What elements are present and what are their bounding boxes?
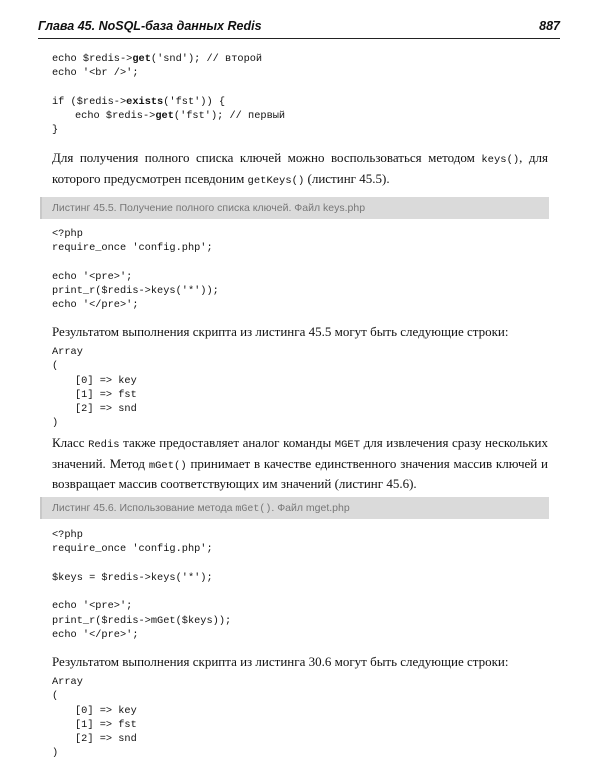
code-line: echo '<pre>'; [52,270,133,283]
code-line: ) [52,747,59,760]
code-snippet-top [52,52,285,138]
chapter-title: Глава 45. NoSQL-база данных Redis [38,19,262,33]
code-line: echo '</pre>'; [52,299,139,312]
code-line: require_once 'config.php'; [52,543,213,556]
paragraph-mget: Класс Redis также предоставляет аналог команды MGET для извлечения сразу нескольких значений. Метод mGet() принимает в качестве единственного значения массив ключей и возвращает массив соответствующих им значений (листинг 45.6). [52,435,549,491]
code-line: if ($redis->exists('fst')) { [52,95,226,108]
code-line: [2] => snd [75,733,137,746]
code-line: } [52,124,59,137]
paragraph-result-2: Результатом выполнения скрипта из листинга 30.6 могут быть следующие строки: [52,654,509,669]
page-header [38,16,560,39]
listing-caption-45-6: Листинг 45.6. Использование метода mGet(). Файл mget.php [40,497,549,519]
code-line: print_r($redis->mGet($keys)); [52,614,232,627]
code-output-2 [52,675,137,761]
code-line: echo '</pre>'; [52,629,139,642]
code-line: $keys = $redis->keys('*'); [52,571,213,584]
code-line: echo $redis->get('snd'); // второй [52,53,263,65]
code-line: Array [52,676,83,688]
code-line: echo $redis->get('fst'); // первый [75,110,286,123]
code-line: <?php [52,529,83,541]
code-line: Array [52,346,83,358]
code-line: [0] => key [75,704,137,717]
code-line: [1] => fst [75,388,137,401]
paragraph-result-1: Результатом выполнения скрипта из листинга 45.5 могут быть следующие строки: [52,324,509,339]
code-line: print_r($redis->keys('*')); [52,285,219,298]
code-line: <?php [52,228,83,240]
code-line: require_once 'config.php'; [52,242,213,255]
paragraph-keys: Для получения полного списка ключей можно воспользоваться методом keys(), для которого предусмотрен псевдоним getKeys() (листинг 45.5). [52,150,548,187]
code-line: ( [52,690,59,703]
code-line: [2] => snd [75,403,137,416]
code-line: ) [52,417,59,430]
code-line: [1] => fst [75,718,137,731]
code-listing-45-6 [52,528,231,642]
page-number: 887 [539,19,560,33]
code-line: ( [52,360,59,373]
code-output-1 [52,345,137,431]
code-listing-45-5 [52,227,219,313]
listing-caption-45-5: Листинг 45.5. Получение полного списка ключей. Файл keys.php [40,197,549,219]
code-line: [0] => key [75,374,137,387]
code-line: echo '<br />'; [52,67,139,80]
code-line: echo '<pre>'; [52,600,133,613]
